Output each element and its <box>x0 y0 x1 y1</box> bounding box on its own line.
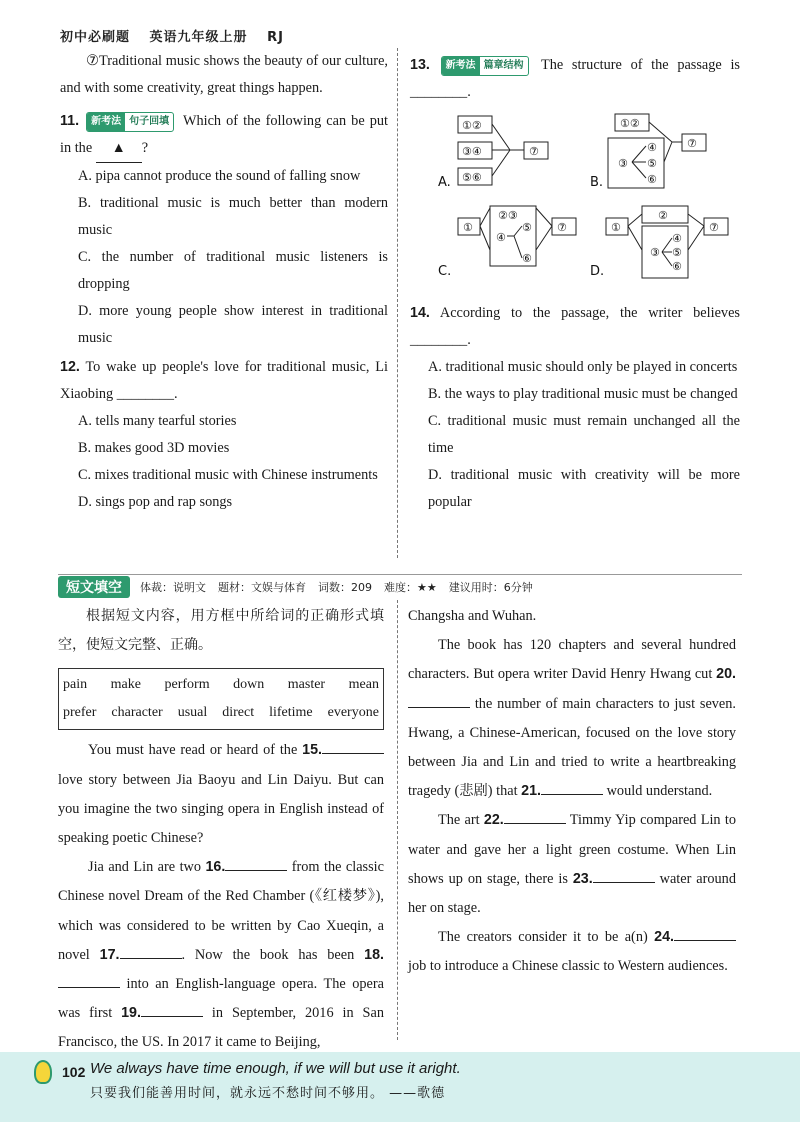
q11-option-d[interactable]: D. more young people show interest in traditional music <box>78 303 388 346</box>
q13-tag-type: 篇章结构 <box>483 59 524 71</box>
subject-title: 英语九年级上册 <box>149 30 248 45</box>
cloze-text: You must have read or heard of the <box>88 742 298 759</box>
blank-22[interactable] <box>504 810 566 824</box>
column-divider <box>397 48 398 558</box>
structure-diagrams <box>410 110 740 290</box>
word: prefer <box>63 705 97 721</box>
page-number: 102 <box>62 1064 86 1080</box>
q13-tag <box>441 56 529 76</box>
q11-tag <box>86 112 174 132</box>
q11-option-a[interactable]: A. pipa cannot produce the sound of falling snow <box>78 168 361 184</box>
svg-text:⑦: ⑦ <box>529 145 539 158</box>
q13-number: 13. <box>410 57 430 73</box>
blank-15[interactable] <box>322 740 384 754</box>
question-13 <box>410 52 740 300</box>
q14-option-d[interactable]: D. traditional music with creativity will be more popular <box>428 467 740 510</box>
question-14 <box>410 300 740 516</box>
svg-text:⑤⑥: ⑤⑥ <box>462 171 482 184</box>
svg-text:③: ③ <box>650 246 660 259</box>
svg-text:⑥: ⑥ <box>672 260 682 273</box>
quote-english: We always have time enough, if we will but use it aright. <box>90 1060 461 1077</box>
q12-number: 12. <box>60 359 80 375</box>
cloze-paragraph-2 <box>58 853 384 1057</box>
q12-option-b[interactable]: B. makes good 3D movies <box>78 440 230 456</box>
q13-label-a[interactable]: A. <box>438 175 451 190</box>
cloze-paragraph-4 <box>408 806 736 923</box>
cloze-text: The art <box>438 812 480 829</box>
svg-text:③: ③ <box>618 157 628 170</box>
cloze-text: . Now the book has been <box>181 946 355 963</box>
blank-20[interactable] <box>408 694 470 708</box>
q11-tag-type: 句子回填 <box>129 115 170 127</box>
section-words: 词数：209 <box>318 580 372 594</box>
cloze-text: love story between Jia Baoyu and Lin Daiyu. But can you imagine the two singing opera in English instead of speaking poetic Chinese? <box>58 771 384 847</box>
word-box-row-2 <box>63 699 379 727</box>
svg-text:③④: ③④ <box>462 145 482 158</box>
q11-option-b[interactable]: B. traditional music is much better than modern music <box>78 195 388 238</box>
blank-16-number: 16. <box>205 859 226 876</box>
cloze-text: Jia and Lin are two <box>88 859 202 876</box>
cloze-text: the number of main characters to just seven. Hwang, a Chinese-American, focused on the love story between Jia and Lin and tried to write a heartbreaking tragedy (悲剧) that <box>408 695 737 800</box>
svg-text:⑤: ⑤ <box>522 221 532 234</box>
q12-option-c[interactable]: C. mixes traditional music with Chinese instruments <box>78 467 378 483</box>
q11-stem: Which of the following can be put in the <box>60 113 388 156</box>
q13-label-d[interactable]: D. <box>590 264 605 279</box>
svg-text:②: ② <box>658 209 668 222</box>
cloze-right <box>408 602 736 982</box>
q13-stem: The structure of the passage is ________. <box>410 57 740 100</box>
cloze-instruction: 根据短文内容，用方框中所给词的正确形式填空，使短文完整、正确。 <box>58 608 384 654</box>
cloze-text: The book has 120 chapters and several hundred characters. But opera writer David Henry Hwang cut <box>408 637 736 683</box>
cloze-paragraph-5 <box>408 923 736 981</box>
q11-tag-label: 新考法 <box>87 113 125 131</box>
cloze-text: in September, 2016 in San Francisco, the US. In 2017 it came to Beijing, <box>58 1005 384 1051</box>
q14-number: 14. <box>410 305 430 321</box>
section-title: 短文填空 <box>58 576 130 598</box>
blank-19-number: 19. <box>121 1005 141 1022</box>
blank-24[interactable] <box>674 927 736 941</box>
blank-21-number: 21. <box>521 783 542 800</box>
word: pain <box>63 677 88 693</box>
blank-24-number: 24. <box>654 929 674 946</box>
cloze-text: into an English-language opera. The opera was first <box>58 976 384 1022</box>
q14-stem: According to the passage, the writer believes ________. <box>410 305 740 348</box>
svg-text:①②: ①② <box>462 119 482 132</box>
book-title: 初中必刷题 <box>60 30 131 45</box>
svg-text:⑥: ⑥ <box>647 173 657 186</box>
word-box-row-1 <box>63 671 379 699</box>
svg-text:⑤: ⑤ <box>647 157 657 170</box>
cloze-text: job to introduce a Chinese classic to Western audiences. <box>408 958 728 975</box>
lightbulb-icon <box>34 1060 52 1084</box>
quote-chinese: 只要我们能善用时间，就永远不愁时间不够用。 ——歌德 <box>90 1086 446 1101</box>
section-band <box>58 574 742 598</box>
svg-text:⑤: ⑤ <box>672 246 682 259</box>
section-genre: 体裁：说明文 <box>140 580 206 594</box>
section-time: 建议用时：6分钟 <box>448 580 533 594</box>
blank-19[interactable] <box>141 1003 203 1017</box>
paragraph-7: ⑦Traditional music shows the beauty of our culture, and with some creativity, great things happen. <box>60 53 388 96</box>
q11-option-c[interactable]: C. the number of traditional music listeners is dropping <box>78 249 388 292</box>
svg-text:⑦: ⑦ <box>687 137 697 150</box>
q14-option-c[interactable]: C. traditional music must remain unchanged all the time <box>428 413 740 456</box>
q14-option-b[interactable]: B. the ways to play traditional music must be changed <box>428 386 738 402</box>
svg-text:④: ④ <box>672 232 682 245</box>
blank-18[interactable] <box>58 974 120 988</box>
blank-23-number: 23. <box>572 870 593 887</box>
svg-text:⑦: ⑦ <box>557 221 567 234</box>
q13-label-c[interactable]: C. <box>438 264 452 279</box>
svg-text:①②: ①② <box>620 117 640 130</box>
edition: RJ <box>267 30 284 45</box>
left-column <box>60 48 388 516</box>
word: master <box>287 677 326 693</box>
word: everyone <box>327 705 379 721</box>
blank-15-number: 15. <box>302 742 322 759</box>
column-divider-2 <box>397 600 398 1040</box>
blank-17-number: 17. <box>99 946 120 963</box>
svg-text:②③: ②③ <box>498 209 518 222</box>
section-difficulty: 难度：★★ <box>384 580 437 594</box>
word: make <box>110 677 141 693</box>
q11-end: ? <box>141 140 149 156</box>
word: character <box>111 705 163 721</box>
word: direct <box>222 705 255 721</box>
section-topic: 题材：文娱与体育 <box>218 580 306 594</box>
q13-tag-label: 新考法 <box>442 57 480 75</box>
q12-option-a[interactable]: A. tells many tearful stories <box>78 413 237 429</box>
cloze-text: Timmy Yip compared Lin to water and gave her a light green costume. When Lin shows up on stage, there is <box>408 812 736 887</box>
cloze-text: from the classic Chinese novel Dream of the Red Chamber (《红楼梦》), which was considered to be written by Cao Xueqin, a novel <box>58 859 384 963</box>
word: lifetime <box>269 705 313 721</box>
cloze-text: water around her on stage. <box>408 870 736 917</box>
q14-option-a[interactable]: A. traditional music should only be played in concerts <box>428 359 738 375</box>
word-box <box>58 668 384 730</box>
question-12 <box>60 354 388 516</box>
word: perform <box>164 677 210 693</box>
cloze-paragraph-3 <box>408 631 736 806</box>
word: usual <box>177 705 208 721</box>
right-column <box>410 52 740 516</box>
q11-blank <box>96 135 142 163</box>
svg-text:①: ① <box>463 221 473 234</box>
svg-text:⑥: ⑥ <box>522 252 532 265</box>
q11-mark: ▲ <box>111 140 126 156</box>
blank-22-number: 22. <box>483 812 504 829</box>
cloze-right-line-1: Changsha and Wuhan. <box>408 608 537 624</box>
svg-text:①: ① <box>611 221 621 234</box>
cloze-left <box>58 602 384 1058</box>
cloze-text: would understand. <box>606 783 713 800</box>
word: down <box>233 677 265 693</box>
blank-18-number: 18. <box>364 946 384 963</box>
svg-text:⑦: ⑦ <box>709 221 719 234</box>
question-11 <box>60 108 388 352</box>
cloze-text: The creators consider it to be a(n) <box>438 929 648 946</box>
word: mean <box>348 677 379 693</box>
q12-stem: To wake up people's love for traditional music, Li Xiaobing ________. <box>60 359 388 402</box>
svg-text:④: ④ <box>496 231 506 244</box>
blank-17[interactable] <box>120 945 182 959</box>
page-footer <box>0 1052 800 1122</box>
svg-text:④: ④ <box>647 141 657 154</box>
q13-label-b[interactable]: B. <box>590 175 604 190</box>
q12-option-d[interactable]: D. sings pop and rap songs <box>78 494 233 510</box>
q11-number: 11. <box>60 113 80 129</box>
blank-20-number: 20. <box>716 666 737 683</box>
blank-16[interactable] <box>225 857 287 871</box>
page-header <box>60 26 298 45</box>
blank-23[interactable] <box>593 869 655 883</box>
blank-21[interactable] <box>541 781 603 795</box>
cloze-paragraph-1 <box>58 736 384 853</box>
